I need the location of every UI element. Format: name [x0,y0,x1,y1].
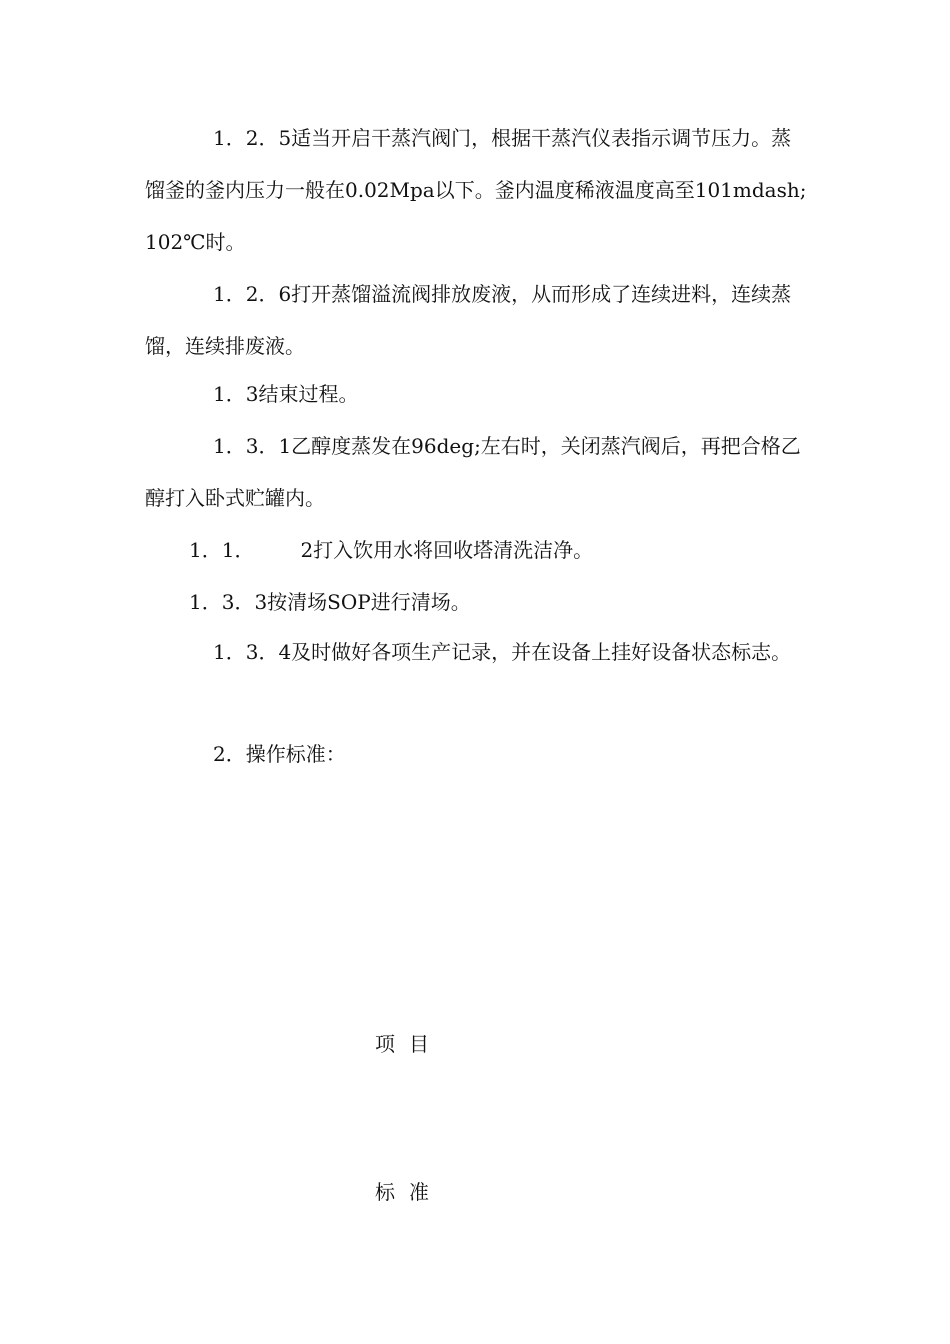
paragraph-1-3-1: 1．3．1乙醇度蒸发在96deg;左右时，关闭蒸汽阀后，再把合格乙醇打入卧式贮罐内。 [145,434,801,510]
table-label-standard: 标准 [375,1180,443,1204]
paragraph-1-3-3: 1．3．3按清场SOP进行清场。 [189,590,471,614]
paragraph-1-3: 1．3结束过程。 [213,382,359,406]
paragraph-1-1-2-text: 2打入饮用水将回收塔清洗洁净。 [300,538,594,562]
paragraph-1-2-5: 1．2．5适当开启干蒸汽阀门，根据干蒸汽仪表指示调节压力。蒸馏釜的釜内压力一般在0.02Mpa以下。釜内温度稀液温度高至101mdash;102℃时。 [145,126,807,254]
paragraph-1-2-6: 1．2．6打开蒸馏溢流阀排放废液，从而形成了连续进料，连续蒸馏，连续排废液。 [145,282,792,358]
paragraph-1-3-4: 1．3．4及时做好各项生产记录，并在设备上挂好设备状态标志。 [213,640,792,664]
table-label-item: 项目 [375,1032,443,1056]
paragraph-1-1-2 [145,524,810,576]
paragraph-1-1-2-prefix: 1．1． [189,538,255,562]
paragraph-2-standard: 2．操作标准： [213,742,346,766]
